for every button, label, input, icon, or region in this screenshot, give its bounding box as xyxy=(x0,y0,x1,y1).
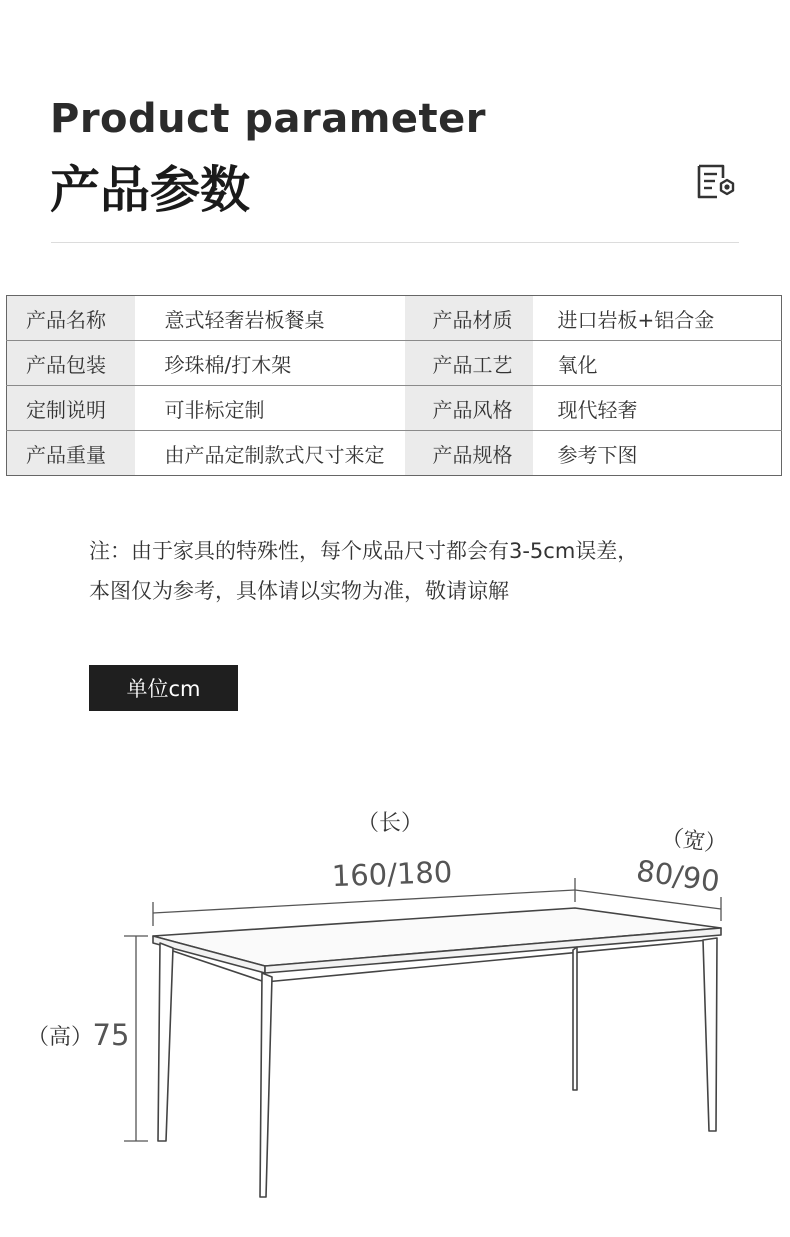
unit-badge: 单位cm xyxy=(89,665,238,711)
length-value: 160/180 xyxy=(331,854,453,894)
disclaimer-line-2: 本图仅为参考，具体请以实物为准，敬请谅解 xyxy=(89,579,509,603)
page-title-chinese: 产品参数 xyxy=(50,161,250,219)
width-label: （宽） xyxy=(659,824,729,859)
spec-key: 产品包装 xyxy=(7,341,135,386)
spec-key: 定制说明 xyxy=(7,386,135,431)
spec-row xyxy=(7,341,782,386)
page-title-english: Product parameter xyxy=(50,96,487,142)
spec-row xyxy=(7,431,782,476)
spec-key: 产品工艺 xyxy=(405,341,533,386)
disclaimer-line-1: 注：由于家具的特殊性，每个成品尺寸都会有3-5cm误差， xyxy=(89,539,639,563)
spec-value: 可非标定制 xyxy=(135,386,405,431)
title-divider xyxy=(51,242,739,243)
height-label: （高） xyxy=(26,1025,94,1050)
height-value: 75 xyxy=(92,1018,130,1052)
table-drawing xyxy=(153,908,721,1197)
spec-value: 珍珠棉/打木架 xyxy=(135,341,405,386)
spec-value: 参考下图 xyxy=(533,431,782,476)
spec-row xyxy=(7,296,782,341)
table-dimension-diagram xyxy=(0,760,790,1237)
width-value: 80/90 xyxy=(634,853,722,899)
spec-key: 产品材质 xyxy=(405,296,533,341)
spec-table xyxy=(6,295,782,476)
spec-value: 现代轻奢 xyxy=(533,386,782,431)
spec-key: 产品重量 xyxy=(7,431,135,476)
spec-key: 产品风格 xyxy=(405,386,533,431)
length-label: （长） xyxy=(356,811,424,836)
spec-value: 由产品定制款式尺寸来定 xyxy=(135,431,405,476)
spec-row xyxy=(7,386,782,431)
spec-value: 意式轻奢岩板餐桌 xyxy=(135,296,405,341)
spec-value: 氧化 xyxy=(533,341,782,386)
spec-key: 产品名称 xyxy=(7,296,135,341)
spec-key: 产品规格 xyxy=(405,431,533,476)
document-settings-icon xyxy=(695,164,739,200)
spec-value: 进口岩板+铝合金 xyxy=(533,296,782,341)
